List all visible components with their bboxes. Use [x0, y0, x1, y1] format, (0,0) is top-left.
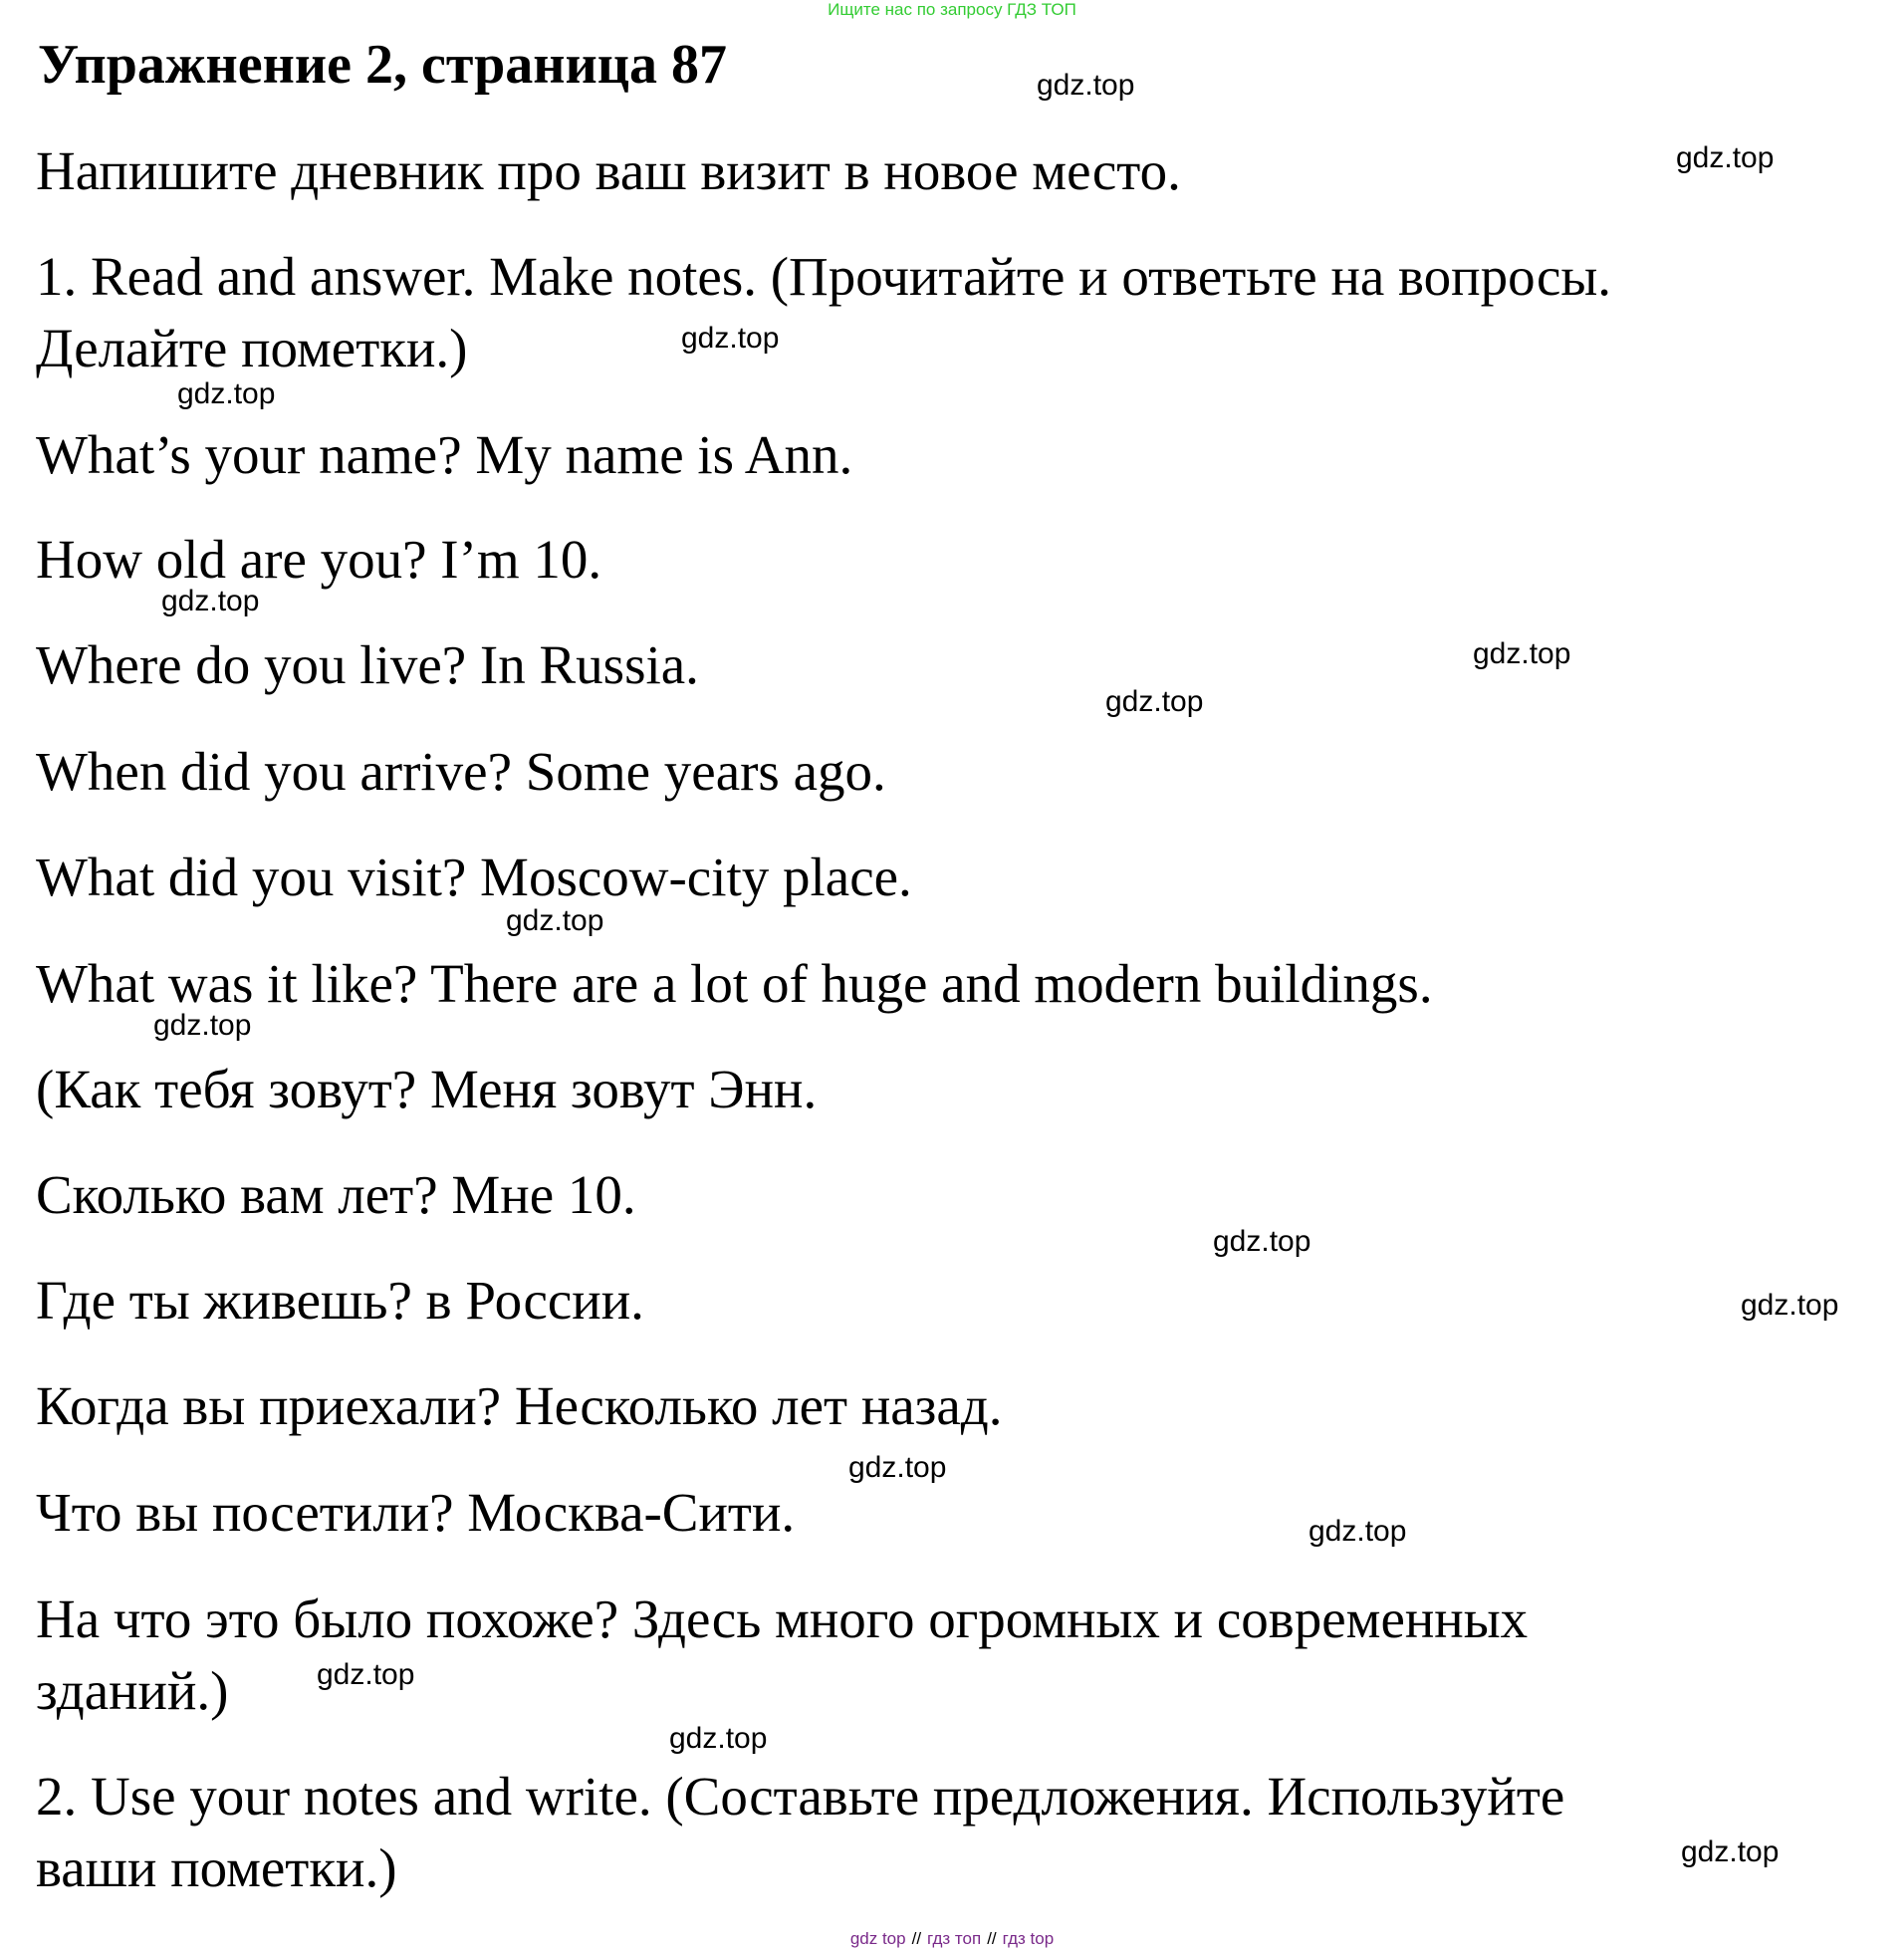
translation-line: Когда вы приехали? Несколько лет назад. — [36, 1375, 1003, 1436]
page-title: Упражнение 2, страница 87 — [38, 34, 728, 96]
footer-separator: // — [911, 1929, 922, 1948]
watermark: gdz.top — [161, 585, 260, 617]
watermark: gdz.top — [848, 1451, 947, 1484]
watermark: gdz.top — [1741, 1289, 1839, 1322]
translation-line: Где ты живешь? в России. — [36, 1270, 644, 1331]
watermark: gdz.top — [1105, 685, 1204, 718]
watermark: gdz.top — [506, 904, 604, 937]
translation-line: Что вы посетили? Москва-Сити. — [36, 1482, 796, 1543]
step-1-instruction-cont: Делайте пометки.) — [36, 318, 468, 378]
watermark: gdz.top — [1676, 141, 1775, 174]
answer-line: How old are you? I’m 10. — [36, 529, 602, 590]
watermark: gdz.top — [1309, 1515, 1407, 1548]
watermark: gdz.top — [153, 1009, 252, 1042]
watermark: gdz.top — [1037, 69, 1135, 102]
step-2-instruction: 2. Use your notes and write. (Составьте предложения. Используйте — [36, 1766, 1565, 1827]
footer-link[interactable]: gdz top — [849, 1929, 906, 1948]
step-1-instruction: 1. Read and answer. Make notes. (Прочитайте и ответьте на вопросы. — [36, 246, 1612, 307]
footer-links — [0, 1929, 1904, 1949]
answer-line: What was it like? There are a lot of huge and modern buildings. — [36, 953, 1433, 1014]
answer-line: What’s your name? My name is Ann. — [36, 424, 853, 485]
footer-link[interactable]: гдз топ — [927, 1929, 982, 1948]
translation-line: Сколько вам лет? Мне 10. — [36, 1164, 636, 1225]
task-description: Напишите дневник про ваш визит в новое место. — [36, 140, 1181, 201]
answer-line: Where do you live? In Russia. — [36, 634, 699, 695]
footer-link[interactable]: гдз top — [1002, 1929, 1055, 1948]
watermark: gdz.top — [681, 322, 780, 355]
watermark: gdz.top — [1681, 1835, 1780, 1868]
translation-line: (Как тебя зовут? Меня зовут Энн. — [36, 1059, 818, 1119]
top-banner[interactable]: Ищите нас по запросу ГДЗ ТОП — [828, 0, 1076, 19]
answer-line: What did you visit? Moscow-city place. — [36, 847, 912, 907]
answer-line: When did you arrive? Some years ago. — [36, 741, 886, 802]
footer-separator: // — [987, 1929, 997, 1948]
watermark: gdz.top — [317, 1658, 415, 1691]
translation-line: На что это было похоже? Здесь много огромных и современных — [36, 1588, 1529, 1649]
watermark: gdz.top — [177, 377, 276, 410]
watermark: gdz.top — [669, 1722, 768, 1755]
watermark: gdz.top — [1213, 1225, 1311, 1258]
translation-line-cont: зданий.) — [36, 1660, 229, 1721]
watermark: gdz.top — [1473, 637, 1571, 670]
step-2-instruction-cont: ваши пометки.) — [36, 1837, 397, 1898]
